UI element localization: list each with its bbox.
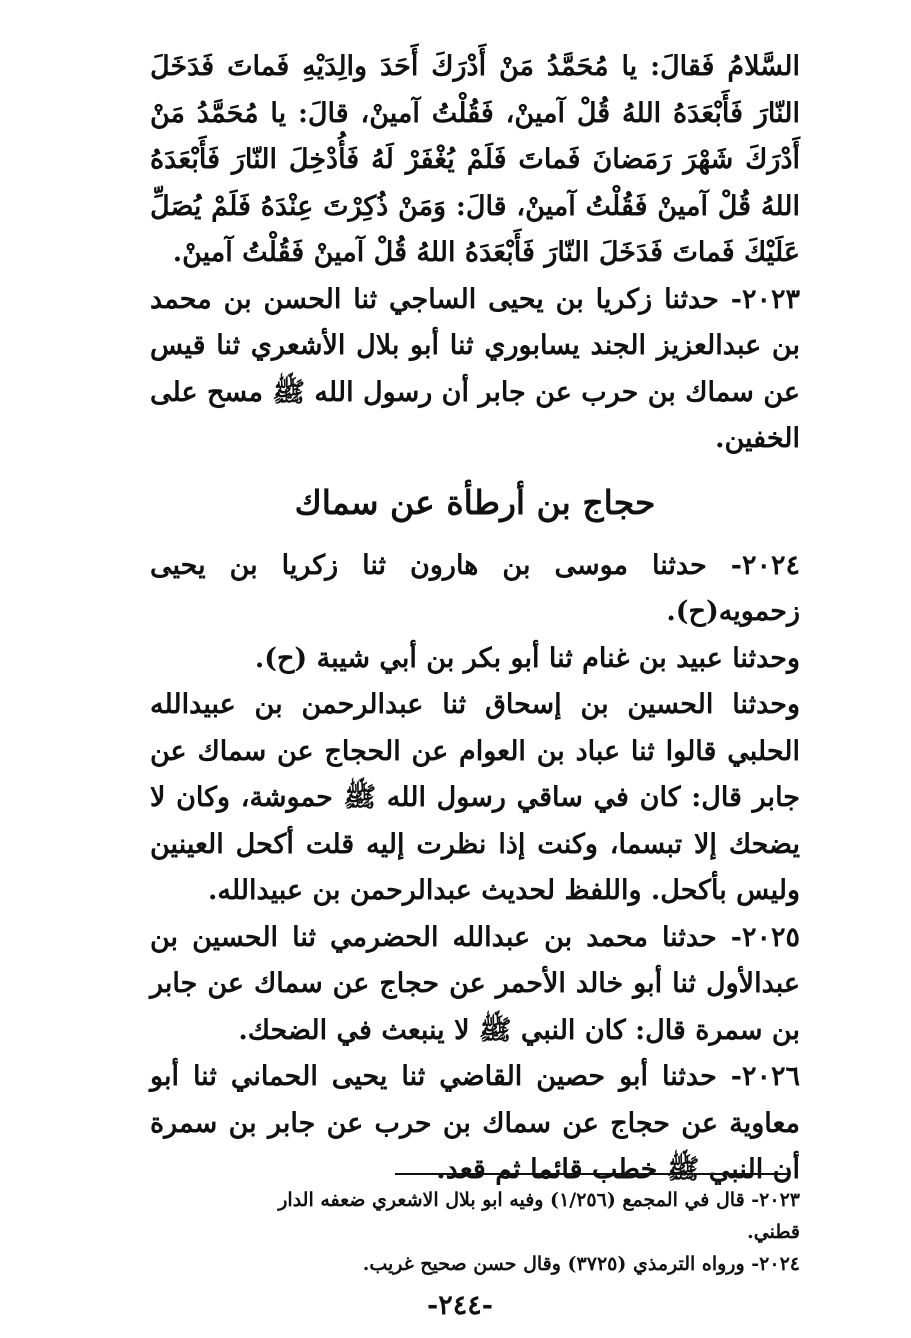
paragraph-text: وحدثنا الحسين بن إسحاق ثنا عبدالرحمن بن عبيدالله الحلبي قالوا ثنا عباد بن العوام عن الحجاج عن سماك عن جابر قال: كان في ساقي رسول الله ﷺ حموشة، وكان لا يضحك إلا تبسما، وكنت إذا نظرت إليه قلت أكحل العينين وليس بأكحل. واللفظ لحديث عبدالرحمن بن عبيدالله.	[150, 689, 800, 906]
hadith-number: ٢٠٢٣-	[730, 283, 800, 315]
paragraph-text: السَّلامُ فَقالَ: يا مُحَمَّدُ مَنْ أَدْرَكَ أَحَدَ والِدَيْهِ فَماتَ فَدَخَلَ النّارَ فَأَبْعَدَهُ اللهُ قُلْ آمينْ، فَقُلْتُ آمينْ، قالَ: يا مُحَمَّدُ مَنْ أَدْرَكَ شَهْرَ رَمَضانَ فَماتَ فَلَمْ يُغْفَرْ لَهُ فَأُدْخِلَ النّارَ فَأَبْعَدَهُ اللهُ قُلْ آمينْ فَقُلْتُ آمينْ، قالَ: وَمَنْ ذُكِرْتَ عِنْدَهُ فَلَمْ يُصَلِّ عَلَيْكَ فَماتَ فَدَخَلَ النّارَ فَأَبْعَدَهُ اللهُ قُلْ آمينْ فَقُلْتُ آمينْ.	[150, 51, 800, 268]
footnote: ٢٠٢٣- قال في المجمع (١/٢٥٦) وفيه ابو بلال الاشعري ضعفه الدار قطني.	[278, 1189, 800, 1243]
paragraph-text: حدثنا زكريا بن يحيى الساجي ثنا الحسن بن محمد بن عبدالعزيز الجند يسابوري ثنا أبو بلال الأشعري ثنا قيس عن سماك بن حرب عن جابر أن رسول الله ﷺ مسح على الخفين.	[150, 283, 800, 454]
hadith-2023	[150, 277, 800, 463]
section-heading: حجاج بن أرطأة عن سماك	[294, 482, 656, 522]
hadith-number: ٢٠٢٤-	[730, 549, 800, 581]
hadith-number: ٢٠٢٥-	[730, 921, 800, 953]
hadith-2024-chain-3	[150, 682, 800, 915]
footnote-divider	[395, 1173, 790, 1175]
hadith-2025	[150, 915, 800, 1055]
paragraph-continuation	[150, 44, 800, 277]
paragraph-text: حدثنا موسى بن هارون ثنا زكريا بن يحيى زحمويه(ح).	[150, 549, 800, 627]
hadith-2024-chain-2	[150, 636, 800, 683]
paragraph-text: وحدثنا عبيد بن غنام ثنا أبو بكر بن أبي شيبة (ح).	[254, 642, 800, 674]
page-number: -٢٤٤-	[427, 1290, 493, 1321]
main-text	[150, 44, 800, 1194]
footnotes	[240, 1184, 800, 1280]
paragraph-text: حدثنا محمد بن عبدالله الحضرمي ثنا الحسين بن عبدالأول ثنا أبو خالد الأحمر عن حجاج عن سماك عن جابر بن سمرة قال: كان النبي ﷺ لا ينبعث في الضحك.	[150, 921, 800, 1046]
hadith-number: ٢٠٢٦-	[730, 1061, 800, 1092]
hadith-2024	[150, 543, 800, 636]
paragraph-text: حدثنا أبو حصين القاضي ثنا يحيى الحماني ثنا أبو معاوية عن حجاج عن سماك بن حرب عن جابر بن سمرة أن النبي ﷺ خطب قائما ثم قعد.	[150, 1061, 800, 1185]
footnote: ٢٠٢٤- ورواه الترمذي (٣٧٢٥) وقال حسن صحيح غريب.	[362, 1253, 800, 1275]
